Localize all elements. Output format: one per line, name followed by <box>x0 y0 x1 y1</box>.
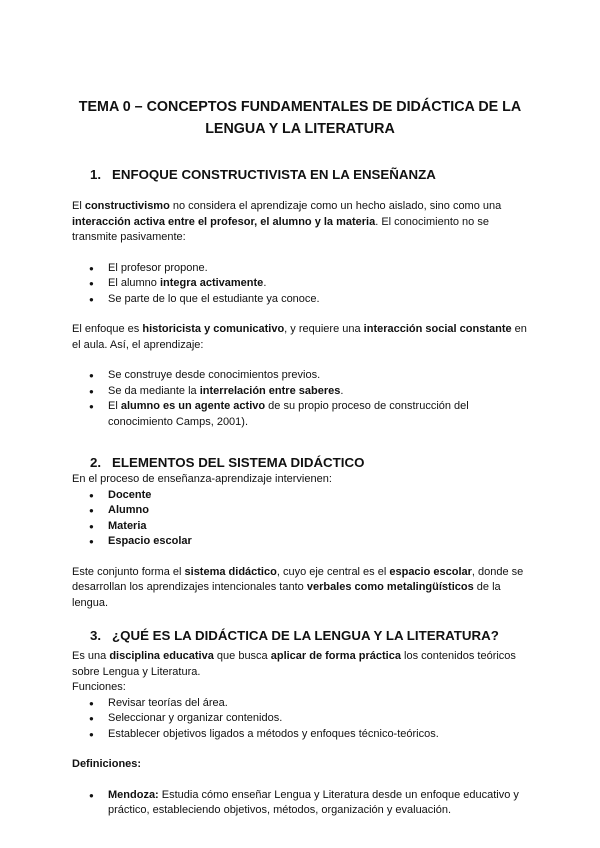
text-run: Se da mediante la <box>108 384 200 397</box>
bold-run: sistema didáctico <box>184 565 277 578</box>
text-run: Este conjunto forma el <box>72 565 185 578</box>
funciones-list <box>72 696 528 743</box>
aprendizaje-list <box>72 368 528 430</box>
text-run: Estudia cómo enseñar Lengua y Literatura desde un enfoque educativo y práctico, estableciendo objetivos, métodos, organización y evaluación. <box>108 788 519 816</box>
constructivismo-list <box>72 261 528 308</box>
list-item <box>72 711 528 727</box>
text-run: . El conocimiento no se transmite pasivamente: <box>72 215 489 243</box>
text-run: Revisar teorías del área. <box>108 696 228 709</box>
bold-run: Mendoza: <box>108 788 159 801</box>
bold-run: Alumno <box>108 504 149 516</box>
text-run: Se construye desde conocimientos previos. <box>108 369 321 381</box>
bold-run: disciplina educativa <box>109 650 214 662</box>
section-3-heading <box>72 627 528 645</box>
bold-run: Espacio escolar <box>108 535 192 547</box>
text-run: que busca <box>213 650 271 662</box>
list-item <box>72 384 528 400</box>
text-run: El <box>108 400 121 412</box>
list-item <box>72 261 528 277</box>
list-item <box>72 399 528 430</box>
text-run: en el aula. Así, el aprendizaje: <box>72 323 527 351</box>
section-3-number: 3. <box>90 628 102 643</box>
text-run: El <box>72 200 85 212</box>
text-run: , y requiere una <box>284 323 364 335</box>
section-2-number: 2. <box>90 455 102 470</box>
bold-run: verbales como metalingüísticos <box>306 581 474 593</box>
bold-run: constructivismo <box>84 200 170 212</box>
section-1-heading <box>72 166 528 184</box>
list-item <box>72 503 528 519</box>
text-run: . <box>340 384 344 397</box>
list-item <box>72 534 528 550</box>
bold-run: Docente <box>108 488 152 501</box>
bold-run: alumno es un agente activo <box>120 400 266 412</box>
constructivismo-paragraph <box>72 199 528 246</box>
bold-run: integra activamente <box>159 277 264 289</box>
text-run: , donde se desarrollan los aprendizajes intencionales tanto <box>72 565 524 593</box>
definiciones-label <box>72 757 528 773</box>
bold-run: interacción activa entre el profesor, el alumno y la materia <box>72 215 376 228</box>
bold-run: Materia <box>108 519 147 532</box>
section-1-number: 1. <box>90 167 102 182</box>
bold-run: aplicar de forma práctica <box>270 650 401 662</box>
bold-run: Definiciones: <box>72 758 142 770</box>
text-run: Es una <box>72 650 110 662</box>
list-item <box>72 519 528 535</box>
section-3-title: ¿QUÉ ES LA DIDÁCTICA DE LA LENGUA Y LA LITERATURA? <box>112 628 499 643</box>
bold-run: interacción social constante <box>363 323 512 335</box>
list-item <box>72 368 528 384</box>
text-run: . <box>263 277 267 289</box>
sistema-paragraph <box>72 565 528 612</box>
text-run: de su propio proceso de construcción del conocimiento Camps, 2001). <box>108 400 469 428</box>
section-1-title: ENFOQUE CONSTRUCTIVISTA EN LA ENSEÑANZA <box>112 167 436 182</box>
text-run: de la lengua. <box>72 581 501 609</box>
text-run: los contenidos teóricos sobre Lengua y Literatura. <box>72 650 516 678</box>
text-run: El enfoque es <box>72 323 143 335</box>
definiciones-list <box>72 788 528 819</box>
funciones-label: Funciones: <box>72 681 126 693</box>
bold-run: interrelación entre saberes <box>199 384 341 397</box>
bold-run: historicista y comunicativo <box>142 323 285 335</box>
list-item <box>72 788 528 819</box>
text-run: no considera el aprendizaje como un hecho aislado, sino como una <box>169 200 502 212</box>
text-run: Establecer objetivos ligados a métodos y enfoques técnico-teóricos. <box>108 727 439 740</box>
list-item <box>72 276 528 292</box>
text-run: El profesor propone. <box>108 261 208 274</box>
list-item <box>72 727 528 743</box>
bold-run: espacio escolar <box>389 565 472 578</box>
text-run: Se parte de lo que el estudiante ya conoce. <box>108 292 320 305</box>
enfoque-paragraph <box>72 322 528 353</box>
text-run: El alumno <box>108 277 160 289</box>
section-2-title: ELEMENTOS DEL SISTEMA DIDÁCTICO <box>112 455 365 470</box>
didactica-paragraph <box>72 649 528 680</box>
list-item <box>72 488 528 504</box>
elementos-intro: En el proceso de enseñanza-aprendizaje intervienen: <box>72 473 332 485</box>
text-run: , cuyo eje central es el <box>276 565 390 578</box>
section-2-heading <box>72 454 528 472</box>
text-run: Seleccionar y organizar contenidos. <box>108 712 283 724</box>
document-title: TEMA 0 – CONCEPTOS FUNDAMENTALES DE DIDÁCTICA DE LA LENGUA Y LA LITERATURA <box>78 99 522 137</box>
list-item <box>72 292 528 308</box>
list-item <box>72 696 528 712</box>
elementos-list <box>72 488 528 550</box>
